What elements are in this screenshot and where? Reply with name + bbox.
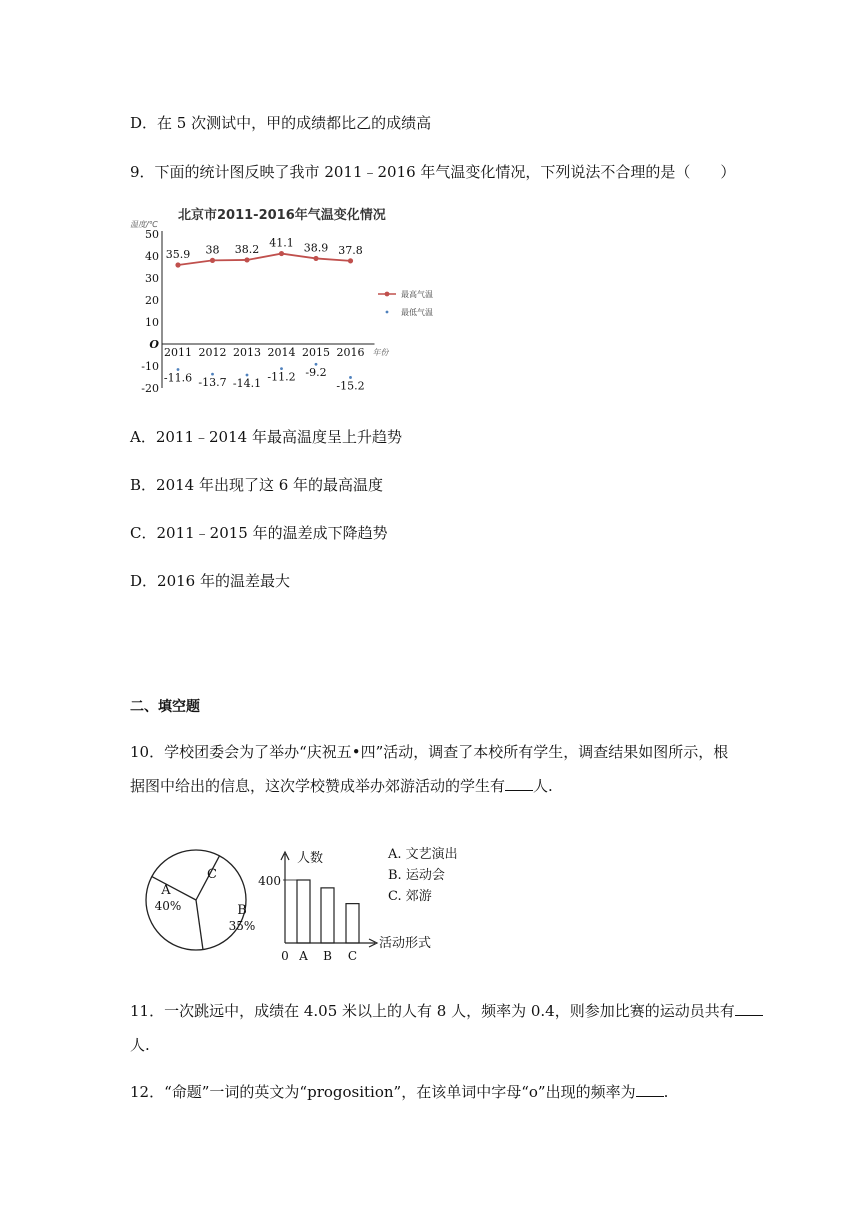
answer-blank xyxy=(505,776,533,791)
pie-slice-label: C xyxy=(207,867,217,882)
low-temp-label: -15.2 xyxy=(336,379,365,393)
legend-low-label: 最低气温 xyxy=(401,308,433,317)
bar-x-label: 活动形式 xyxy=(379,936,432,951)
q9-option-c: C．2011﹣2015 年的温差成下降趋势 xyxy=(130,524,388,542)
legend-high-label: 最高气温 xyxy=(401,290,433,299)
y-tick-label: O xyxy=(149,338,159,351)
x-axis-label: 年份 xyxy=(372,348,389,357)
bar xyxy=(346,904,359,943)
q11-stem-line2: 人. xyxy=(130,1036,150,1054)
y-tick-label: -10 xyxy=(141,360,159,373)
q12-stem-end: . xyxy=(663,1083,669,1101)
bar-category-label: B xyxy=(323,949,332,963)
pie-slice-border xyxy=(152,877,196,900)
q10-stem-line1: 10．学校团委会为了举办“庆祝五•四”活动，调查了本校所有学生，调查结果如图所示，根 xyxy=(130,743,729,761)
y-tick-label: -20 xyxy=(141,382,159,395)
y-tick-label: 20 xyxy=(145,294,159,307)
y-tick-label: 30 xyxy=(145,272,159,285)
q11-stem-line1 xyxy=(130,1000,763,1021)
bar-legend-item: B. 运动会 xyxy=(388,868,445,883)
pie-slice-percent: 40% xyxy=(154,899,182,913)
bar xyxy=(297,880,310,943)
pie-slice-percent: 35% xyxy=(228,919,255,933)
high-temp-line xyxy=(178,254,351,265)
q9-option-d: D．2016 年的温差最大 xyxy=(130,572,290,590)
bar-legend-item: C. 郊游 xyxy=(388,889,432,904)
y-tick-label: 40 xyxy=(145,250,159,263)
section-title: 二、填空题 xyxy=(130,699,200,715)
pie-slice-border xyxy=(196,900,203,950)
low-temp-label: -11.2 xyxy=(267,370,296,384)
bar-y-label: 人数 xyxy=(297,851,324,866)
low-temp-point xyxy=(177,368,180,371)
low-temp-point xyxy=(315,363,318,366)
high-temp-point xyxy=(279,251,284,256)
x-tick-label: 2016 xyxy=(336,346,365,359)
high-temp-label: 38 xyxy=(205,243,220,257)
q10-stem-end: 人. xyxy=(533,777,553,795)
q11-stem-text: 11．一次跳远中，成绩在 4.05 米以上的人有 8 人，频率为 0.4，则参加比赛的运动员共有 xyxy=(130,1002,735,1020)
high-temp-label: 37.8 xyxy=(338,243,363,257)
x-tick-label: 2014 xyxy=(267,346,296,359)
low-temp-point xyxy=(349,376,352,379)
high-temp-point xyxy=(313,256,318,261)
q12-stem xyxy=(130,1081,668,1102)
bar-chart xyxy=(255,838,480,963)
pie-chart xyxy=(140,836,255,961)
low-temp-point xyxy=(211,373,214,376)
low-temp-label: -14.1 xyxy=(232,377,262,391)
low-temp-label: -13.7 xyxy=(198,376,227,390)
q9-stem: 9．下面的统计图反映了我市 2011﹣2016 年气温变化情况，下列说法不合理的是（ ） xyxy=(130,163,736,181)
high-temp-point xyxy=(348,258,353,263)
q10-stem-text: 据图中给出的信息，这次学校赞成举办郊游活动的学生有 xyxy=(130,777,506,795)
low-temp-point xyxy=(280,367,283,370)
legend-high-marker xyxy=(385,292,390,297)
q12-stem-text: 12．“命题”一词的英文为“progosition”，在该单词中字母“o”出现的频率为 xyxy=(130,1083,636,1101)
high-temp-label: 38.9 xyxy=(303,241,329,255)
high-temp-point xyxy=(175,262,180,267)
high-temp-label: 35.9 xyxy=(165,248,191,262)
x-tick-label: 2012 xyxy=(198,346,227,359)
pie-slice-label: B xyxy=(237,903,247,918)
high-temp-point xyxy=(210,258,215,263)
low-temp-label: -9.2 xyxy=(305,366,327,380)
bar-origin-label: 0 xyxy=(281,949,289,963)
answer-blank xyxy=(636,1082,664,1097)
high-temp-point xyxy=(244,257,249,262)
legend-low-marker xyxy=(386,311,389,314)
low-temp-point xyxy=(246,374,249,377)
y-tick-label: 50 xyxy=(145,228,159,241)
q9-option-a: A．2011﹣2014 年最高温度呈上升趋势 xyxy=(130,428,402,446)
y-axis-label: 温度/℃ xyxy=(130,220,158,229)
high-temp-label: 41.1 xyxy=(269,236,294,250)
x-tick-label: 2015 xyxy=(302,346,330,359)
chart-title: 北京市2011-2016年气温变化情况 xyxy=(178,208,386,223)
low-temp-label: -11.6 xyxy=(163,371,193,385)
bar-category-label: A xyxy=(299,949,308,963)
bar-legend-item: A. 文艺演出 xyxy=(388,847,458,862)
q9-option-b: B．2014 年出现了这 6 年的最高温度 xyxy=(130,476,384,494)
bar xyxy=(321,888,334,943)
x-tick-label: 2011 xyxy=(164,346,192,359)
bar-category-label: C xyxy=(347,949,358,963)
y-tick-label: 10 xyxy=(145,316,159,329)
bar-y-tick: 400 xyxy=(258,874,281,888)
high-temp-label: 38.2 xyxy=(234,242,260,256)
answer-blank xyxy=(735,1001,763,1016)
q8-option-d: D．在 5 次测试中，甲的成绩都比乙的成绩高 xyxy=(130,114,432,132)
pie-slice-label: A xyxy=(161,883,171,898)
temperature-chart xyxy=(130,202,450,397)
q10-stem-line2 xyxy=(130,775,553,796)
x-tick-label: 2013 xyxy=(233,346,261,359)
